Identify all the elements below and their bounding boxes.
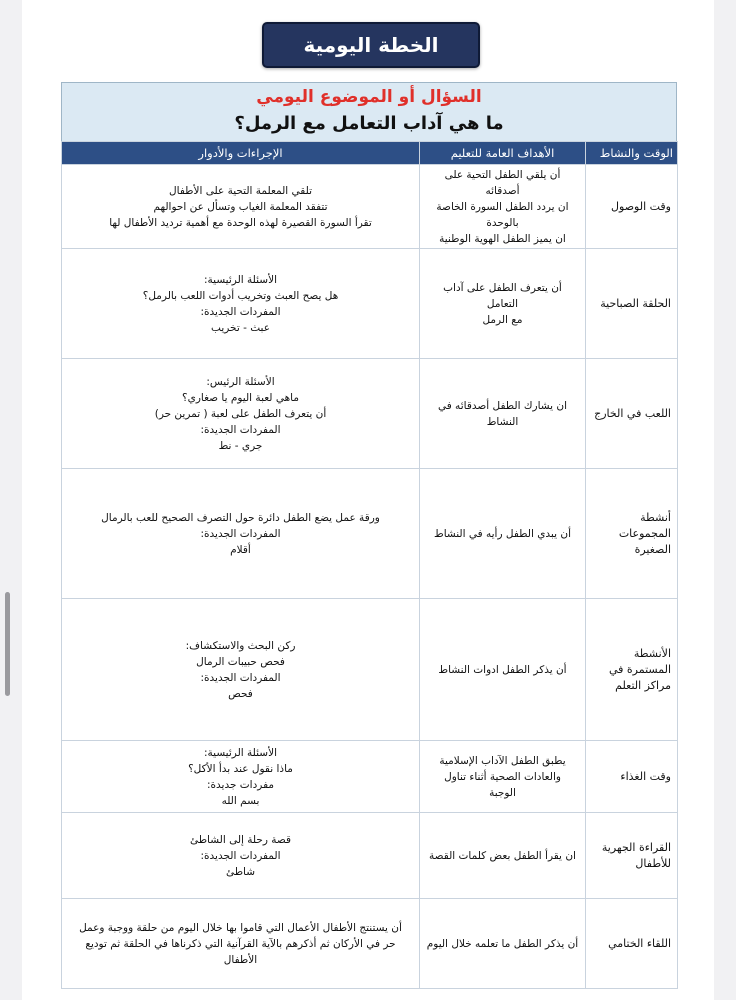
procedure-line: المفردات الجديدة: [200, 527, 281, 540]
page-title: الخطة اليومية [262, 22, 480, 68]
procedure-line: الأطفال [223, 953, 258, 966]
procedure-line: ماذا نقول عند بدأ الأكل؟ [188, 762, 293, 775]
row-goals-cell [420, 599, 586, 741]
procedure-line: تتفقد المعلمة الغياب وتسأل عن احوالهم [153, 200, 328, 213]
table-row [62, 899, 678, 989]
row-time: اللقاء الختامي [608, 936, 671, 950]
procedure-line: هل يصح العبث وتخريب أدوات اللعب بالرمل؟ [142, 289, 339, 302]
goal-line: أن يذكر الطفل ما تعلمه خلال اليوم [426, 937, 579, 950]
row-time-cell [586, 599, 678, 741]
procedure-line: ماهي لعبة اليوم يا صغاري؟ [182, 391, 299, 404]
procedure-line: تلقي المعلمة التحية على الأطفال [169, 184, 312, 197]
table-row [62, 599, 678, 741]
page-margin-right [714, 0, 736, 1000]
goal-line: مع الرمل [482, 313, 523, 326]
procedure-line: حر في الأركان ثم أذكرهم بالآية القرآنية التي ذكرناها في الحلقة ثم توديع [85, 937, 396, 950]
row-time-cell [586, 899, 678, 989]
row-goals-cell [420, 249, 586, 359]
goal-line: أن يلقي الطفل التحية على أصدقائه [444, 168, 561, 197]
procedure-line: عبث - تخريب [211, 321, 270, 334]
goal-line: ان يميز الطفل الهوية الوطنية [439, 232, 566, 245]
row-time-cell [586, 359, 678, 469]
row-time: وقت الوصول [611, 199, 671, 213]
row-time: أنشطة المجموعات الصغيرة [618, 510, 671, 556]
procedure-line: قصة رحلة إلى الشاطئ [189, 833, 292, 846]
row-goals-cell [420, 359, 586, 469]
procedure-line: المفردات الجديدة: [200, 423, 281, 436]
row-time-cell [586, 249, 678, 359]
procedure-line: الأسئلة الرئيسية: [203, 273, 278, 286]
row-procedures-cell [62, 165, 420, 249]
row-procedures-cell [62, 359, 420, 469]
row-time: القراءة الجهرية للأطفال [601, 840, 671, 870]
goal-line: والعادات الصحية أثناء تناول [444, 770, 561, 783]
table-row [62, 359, 678, 469]
procedure-line: المفردات الجديدة: [200, 671, 281, 684]
row-time-cell [586, 165, 678, 249]
row-goals-cell [420, 469, 586, 599]
procedure-line: أقلام [230, 543, 251, 556]
goal-line: ان يردد الطفل السورة الخاصة [436, 200, 569, 213]
daily-topic-question: ما هي آداب التعامل مع الرمل؟ [234, 113, 504, 134]
procedure-line: المفردات الجديدة: [200, 849, 281, 862]
table-row [62, 813, 678, 899]
goal-line: ان يقرأ الطفل بعض كلمات القصة [429, 849, 576, 862]
row-procedures-cell [62, 469, 420, 599]
row-goals-cell [420, 813, 586, 899]
row-goals-cell [420, 899, 586, 989]
row-procedures-cell [62, 899, 420, 989]
procedure-line: مفردات جديدة: [206, 778, 275, 791]
page-margin-left [0, 0, 22, 1000]
goal-line: أن يذكر الطفل ادوات النشاط [438, 663, 567, 676]
row-goals-cell [420, 165, 586, 249]
table-row [62, 469, 678, 599]
procedure-line: أن يستنتج الأطفال الأعمال التي قاموا بها خلال اليوم من حلقة ووجبة وعمل [79, 921, 402, 934]
row-goals-cell [420, 741, 586, 813]
table-row [62, 165, 678, 249]
row-time-cell [586, 813, 678, 899]
table-row [62, 741, 678, 813]
goal-line: بالوحدة [486, 216, 519, 229]
scrollbar-thumb[interactable] [5, 592, 10, 696]
procedure-line: ركن البحث والاستكشاف: [185, 639, 296, 652]
daily-plan-sheet [61, 82, 677, 990]
daily-topic-label: السؤال أو الموضوع اليومي [256, 87, 482, 107]
column-header-time: الوقت والنشاط [586, 142, 678, 165]
row-time: الأنشطة المستمرة في مراكز التعلم [608, 646, 671, 692]
table-header-row [62, 142, 678, 165]
column-header-goals: الأهداف العامة للتعليم [420, 142, 586, 165]
row-time-cell [586, 741, 678, 813]
row-procedures-cell [62, 249, 420, 359]
daily-plan-table [61, 141, 678, 989]
procedure-line: شاطئ [225, 865, 256, 878]
goal-line: أن يتعرف الطفل على آداب التعامل [443, 281, 562, 310]
goal-line: الوجبة [489, 786, 516, 799]
procedure-line: بسم الله [221, 794, 260, 807]
goal-line: ان يشارك الطفل أصدقائه في [437, 399, 568, 412]
row-time: وقت الغذاء [620, 769, 671, 783]
goal-line: يطبق الطفل الآداب الإسلامية [439, 754, 566, 767]
row-procedures-cell [62, 813, 420, 899]
procedure-line: المفردات الجديدة: [200, 305, 281, 318]
column-header-procedures: الإجراءات والأدوار [62, 142, 420, 165]
row-time-cell [586, 469, 678, 599]
procedure-line: ورقة عمل يضع الطفل دائرة حول التصرف الصحيح للعب بالرمال [101, 511, 380, 524]
procedure-line: فحص حبيبات الرمال [196, 655, 285, 668]
procedure-line: الأسئلة الرئيس: [206, 375, 275, 388]
procedure-line: تقرأ السورة القصيرة لهذه الوحدة مع أهمية ترديد الأطفال لها [109, 216, 372, 229]
row-procedures-cell [62, 741, 420, 813]
row-procedures-cell [62, 599, 420, 741]
row-time: الحلقة الصباحية [600, 296, 671, 310]
daily-topic-panel [61, 82, 677, 141]
row-time: اللعب في الخارج [594, 406, 671, 420]
procedure-line: فحص [228, 687, 253, 700]
procedure-line: جري - نط [218, 439, 263, 452]
goal-line: أن يبدي الطفل رأيه في النشاط [433, 527, 571, 540]
goal-line: النشاط [486, 415, 519, 428]
procedure-line: الأسئلة الرئيسية: [203, 746, 278, 759]
table-row [62, 249, 678, 359]
procedure-line: أن يتعرف الطفل على لعبة ( تمرين حر) [154, 407, 327, 420]
